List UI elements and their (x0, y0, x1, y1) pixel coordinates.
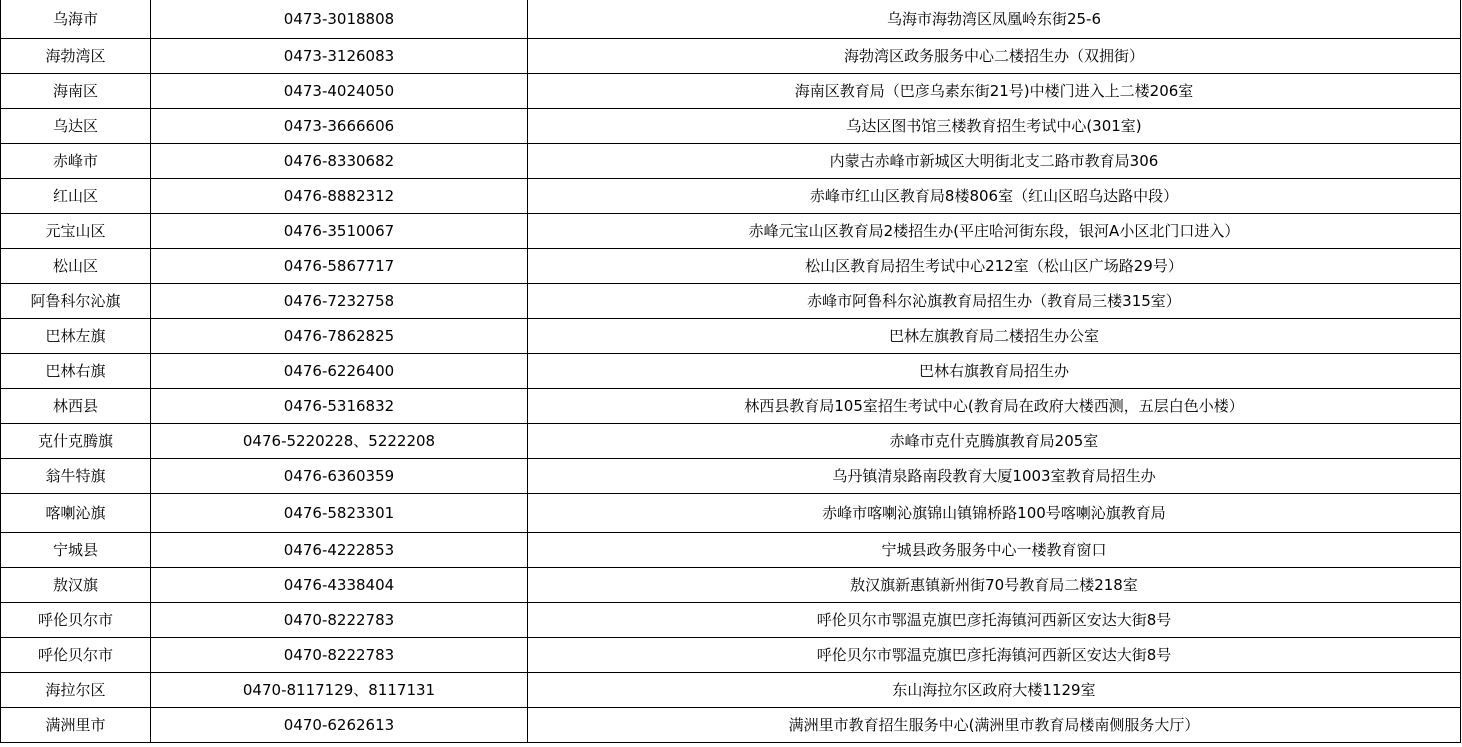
address-cell: 乌海市海勃湾区凤凰岭东街25-6 (528, 0, 1461, 39)
area-cell: 阿鲁科尔沁旗 (1, 284, 151, 319)
phone-cell: 0476-8882312 (151, 179, 528, 214)
phone-cell: 0473-3018808 (151, 0, 528, 39)
address-cell: 海勃湾区政务服务中心二楼招生办（双拥街） (528, 39, 1461, 74)
phone-cell: 0476-6360359 (151, 459, 528, 494)
address-cell: 赤峰市红山区教育局8楼806室（红山区昭乌达路中段） (528, 179, 1461, 214)
address-cell: 东山海拉尔区政府大楼1129室 (528, 673, 1461, 708)
phone-cell: 0476-4222853 (151, 533, 528, 568)
table-row (1, 673, 1461, 708)
table-row (1, 39, 1461, 74)
phone-cell: 0476-5823301 (151, 494, 528, 533)
area-cell: 喀喇沁旗 (1, 494, 151, 533)
table-row (1, 284, 1461, 319)
area-cell: 巴林左旗 (1, 319, 151, 354)
table-row (1, 179, 1461, 214)
address-cell: 乌丹镇清泉路南段教育大厦1003室教育局招生办 (528, 459, 1461, 494)
area-cell: 红山区 (1, 179, 151, 214)
area-cell: 元宝山区 (1, 214, 151, 249)
address-cell: 巴林左旗教育局二楼招生办公室 (528, 319, 1461, 354)
table-row (1, 319, 1461, 354)
phone-cell: 0476-5316832 (151, 389, 528, 424)
address-cell: 赤峰元宝山区教育局2楼招生办(平庄哈河街东段，银河A小区北门口进入） (528, 214, 1461, 249)
address-cell: 满洲里市教育招生服务中心(满洲里市教育局楼南侧服务大厅） (528, 708, 1461, 743)
table-row (1, 74, 1461, 109)
table-row (1, 494, 1461, 533)
table-row (1, 109, 1461, 144)
table-row (1, 459, 1461, 494)
address-cell: 宁城县政务服务中心一楼教育窗口 (528, 533, 1461, 568)
table-row (1, 424, 1461, 459)
table-row (1, 533, 1461, 568)
area-cell: 巴林右旗 (1, 354, 151, 389)
phone-cell: 0476-8330682 (151, 144, 528, 179)
address-cell: 敖汉旗新惠镇新州街70号教育局二楼218室 (528, 568, 1461, 603)
phone-cell: 0470-6262613 (151, 708, 528, 743)
phone-cell: 0470-8222783 (151, 603, 528, 638)
phone-cell: 0473-3126083 (151, 39, 528, 74)
table-row (1, 638, 1461, 673)
address-cell: 巴林右旗教育局招生办 (528, 354, 1461, 389)
table-row (1, 214, 1461, 249)
phone-cell: 0476-6226400 (151, 354, 528, 389)
phone-cell: 0476-5867717 (151, 249, 528, 284)
phone-cell: 0476-3510067 (151, 214, 528, 249)
area-cell: 满洲里市 (1, 708, 151, 743)
table-row (1, 0, 1461, 39)
address-cell: 赤峰市克什克腾旗教育局205室 (528, 424, 1461, 459)
area-cell: 克什克腾旗 (1, 424, 151, 459)
phone-cell: 0470-8222783 (151, 638, 528, 673)
phone-cell: 0470-8117129、8117131 (151, 673, 528, 708)
phone-cell: 0476-7232758 (151, 284, 528, 319)
area-cell: 海拉尔区 (1, 673, 151, 708)
address-cell: 呼伦贝尔市鄂温克旗巴彦托海镇河西新区安达大街8号 (528, 603, 1461, 638)
phone-cell: 0473-3666606 (151, 109, 528, 144)
area-cell: 敖汉旗 (1, 568, 151, 603)
area-cell: 松山区 (1, 249, 151, 284)
phone-cell: 0476-4338404 (151, 568, 528, 603)
area-cell: 乌达区 (1, 109, 151, 144)
area-cell: 赤峰市 (1, 144, 151, 179)
table-row (1, 354, 1461, 389)
area-cell: 呼伦贝尔市 (1, 603, 151, 638)
area-cell: 翁牛特旗 (1, 459, 151, 494)
area-cell: 乌海市 (1, 0, 151, 39)
table-row (1, 708, 1461, 743)
address-cell: 呼伦贝尔市鄂温克旗巴彦托海镇河西新区安达大街8号 (528, 638, 1461, 673)
address-cell: 海南区教育局（巴彦乌素东街21号)中楼门进入上二楼206室 (528, 74, 1461, 109)
address-cell: 赤峰市阿鲁科尔沁旗教育局招生办（教育局三楼315室） (528, 284, 1461, 319)
table-row (1, 568, 1461, 603)
address-cell: 乌达区图书馆三楼教育招生考试中心(301室) (528, 109, 1461, 144)
area-cell: 海勃湾区 (1, 39, 151, 74)
area-cell: 林西县 (1, 389, 151, 424)
address-cell: 林西县教育局105室招生考试中心(教育局在政府大楼西测，五层白色小楼） (528, 389, 1461, 424)
area-cell: 呼伦贝尔市 (1, 638, 151, 673)
address-cell: 松山区教育局招生考试中心212室（松山区广场路29号） (528, 249, 1461, 284)
address-cell: 赤峰市喀喇沁旗锦山镇锦桥路100号喀喇沁旗教育局 (528, 494, 1461, 533)
area-cell: 海南区 (1, 74, 151, 109)
table-row (1, 389, 1461, 424)
address-cell: 内蒙古赤峰市新城区大明街北支二路市教育局306 (528, 144, 1461, 179)
phone-cell: 0476-7862825 (151, 319, 528, 354)
phone-cell: 0476-5220228、5222208 (151, 424, 528, 459)
area-cell: 宁城县 (1, 533, 151, 568)
table-row (1, 603, 1461, 638)
table-row (1, 144, 1461, 179)
phone-cell: 0473-4024050 (151, 74, 528, 109)
table-row (1, 249, 1461, 284)
